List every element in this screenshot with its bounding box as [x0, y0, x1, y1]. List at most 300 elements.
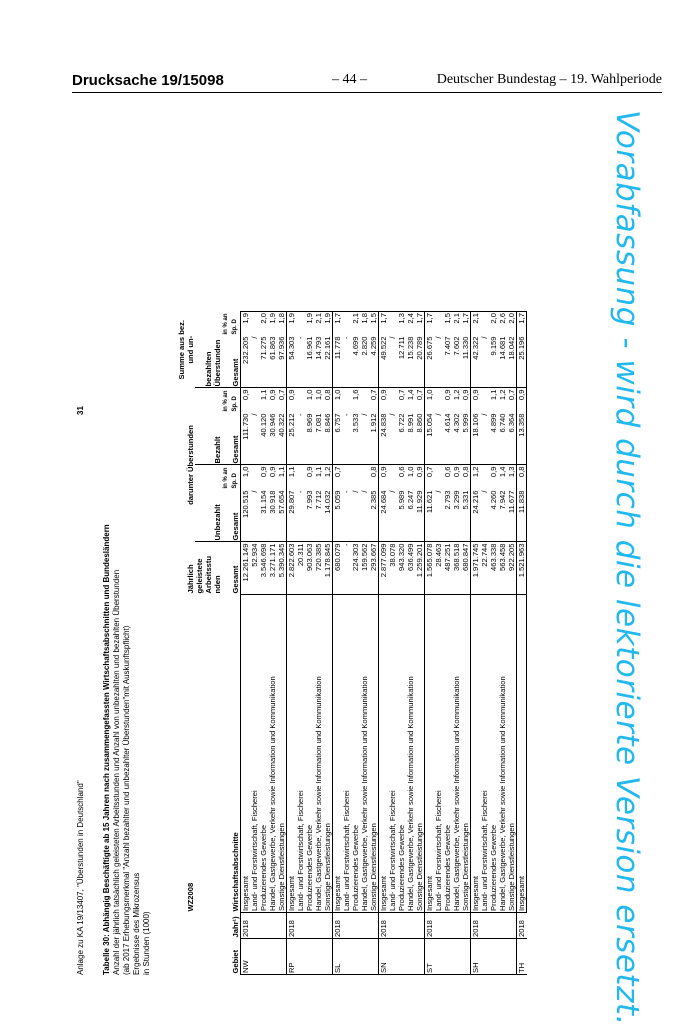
header-darunter: darunter Überstunden [186, 425, 195, 505]
cell-bezahlt-pct: 0,7 [397, 388, 406, 413]
cell-summe: - [296, 336, 305, 340]
cell-geleistete: 487.251 [443, 542, 452, 595]
cell-summe: 11.330 [461, 336, 471, 389]
cell-summe-pct: 1,5 [443, 312, 452, 336]
cell-unbezahlt-pct [360, 465, 369, 490]
cell-wirtschaftsabschnitt: Handel, Gastgewerbe, Verkehr sowie Information und Kommunikation [452, 595, 461, 913]
cell-bezahlt: 1.912 [369, 413, 379, 466]
cell-unbezahlt-pct: 1,3 [507, 465, 517, 490]
header-jaehrlich: Jährlich [186, 564, 195, 594]
table-row [259, 312, 268, 975]
cell-bezahlt-pct: 0,9 [379, 388, 389, 413]
cell-bezahlt-pct: 1,1 [489, 388, 498, 413]
cell-summe: - [342, 336, 351, 340]
cell-bezahlt: 13.358 [517, 413, 527, 466]
cell-bezahlt-pct: 0,7 [369, 388, 379, 413]
cell-unbezahlt: 31.154 [259, 490, 268, 514]
cell-wirtschaftsabschnitt: Insgesamt [425, 595, 435, 913]
cell-summe-pct [250, 312, 259, 336]
cell-bezahlt: 40.322 [277, 413, 287, 466]
cell-bezahlt: 4.614 [443, 413, 452, 433]
cell-unbezahlt: 57.654 [277, 490, 287, 543]
cell-geleistete: 680.079 [333, 542, 343, 595]
cell-geleistete: 28.463 [434, 542, 443, 595]
cell-unbezahlt: / [388, 490, 397, 493]
table-row [406, 312, 415, 975]
cell-wirtschaftsabschnitt: Insgesamt [241, 595, 251, 913]
cell-geleistete: 1.259.201 [415, 542, 425, 595]
cell-unbezahlt: 3.299 [452, 490, 461, 510]
cell-bezahlt: / [434, 413, 443, 416]
cell-unbezahlt: 11.838 [517, 490, 527, 543]
cell-wirtschaftsabschnitt: Land- und Forstwirtschaft, Fischerei [434, 595, 443, 913]
cell-unbezahlt: 7.993 [305, 490, 314, 510]
cell-geleistete: 720.385 [314, 542, 323, 595]
cell-unbezahlt-pct: 1,1 [277, 465, 287, 490]
cell-bezahlt: 4.899 [489, 413, 498, 433]
cell-summe: 232.205 [241, 336, 251, 389]
cell-wirtschaftsabschnitt: Handel, Gastgewerbe, Verkehr sowie Information und Kommunikation [498, 595, 507, 913]
cell-summe-pct: 1,9 [305, 312, 314, 336]
table-row [360, 312, 369, 975]
table-row [369, 312, 379, 975]
cell-summe: 12.711 [397, 336, 406, 360]
table-row [241, 312, 251, 975]
cell-unbezahlt: 5.989 [397, 490, 406, 510]
cell-geleistete: 20.311 [296, 542, 305, 595]
publication-title: Deutscher Bundestag – 19. Wahlperiode [436, 72, 662, 87]
cell-summe: 4.699 [351, 336, 360, 356]
cell-wirtschaftsabschnitt: Land- und Forstwirtschaft, Fischerei [296, 595, 305, 913]
cell-wirtschaftsabschnitt: Insgesamt [379, 595, 389, 913]
cell-unbezahlt-pct: 0,9 [489, 465, 498, 490]
header-bezahlt: Bezahlt [195, 388, 222, 465]
cell-geleistete: 636.499 [406, 542, 415, 595]
cell-wirtschaftsabschnitt: Produzierendes Gewerbe [489, 595, 498, 913]
cell-bezahlt-pct: 1,4 [406, 388, 415, 413]
rotated-annex-page [72, 95, 652, 975]
cell-summe: 22.161 [323, 336, 333, 389]
cell-bezahlt-pct [388, 388, 397, 413]
cell-wirtschaftsabschnitt: Sonstige Dienstleistungen [323, 595, 333, 913]
cell-summe: 14.681 [498, 336, 507, 360]
cell-gebiet: RP [287, 939, 333, 975]
cell-wirtschaftsabschnitt: Insgesamt [287, 595, 297, 913]
cell-jahr: 2018 [471, 913, 517, 939]
cell-summe: 14.793 [314, 336, 323, 360]
cell-geleistete: 368.518 [452, 542, 461, 595]
cell-jahr: 2018 [379, 913, 425, 939]
cell-unbezahlt: 29.807 [287, 490, 297, 543]
cell-bezahlt: / [480, 413, 489, 416]
cell-bezahlt-pct: 0,7 [415, 388, 425, 413]
cell-geleistete: 12.261.149 [241, 542, 251, 595]
cell-unbezahlt: 11.929 [415, 490, 425, 543]
table-row [461, 312, 471, 975]
cell-bezahlt-pct: 1,2 [498, 388, 507, 413]
cell-bezahlt: 7.081 [314, 413, 323, 433]
cell-unbezahlt-pct: 0,8 [461, 465, 471, 490]
cell-summe-pct [480, 312, 489, 336]
header-gesamt: Gesamt [222, 490, 241, 543]
cell-unbezahlt-pct [342, 465, 351, 490]
table-title: Tabelle 30: Abhängig Beschäftigte ab 15 Jahren nach zusammengefassten Wirtschaftsabschnitten und Bundesländern [102, 524, 111, 975]
table-row [351, 312, 360, 975]
cell-unbezahlt-pct: 1,1 [314, 465, 323, 490]
cell-summe: 18.042 [507, 336, 517, 389]
cell-bezahlt: 8.860 [415, 413, 425, 466]
cell-summe: 11.778 [333, 336, 343, 389]
cell-bezahlt-pct [480, 388, 489, 413]
cell-unbezahlt: 7.942 [498, 490, 507, 510]
cell-unbezahlt: 14.032 [323, 490, 333, 543]
cell-summe-pct: 1,8 [360, 312, 369, 336]
cell-summe: / [434, 336, 443, 339]
cell-bezahlt-pct [342, 388, 351, 413]
cell-bezahlt-pct: 1,0 [333, 388, 343, 413]
cell-summe: 20.789 [415, 336, 425, 389]
cell-summe-pct: 1,9 [241, 312, 251, 336]
cell-summe-pct: 2,1 [314, 312, 323, 336]
cell-unbezahlt: - [296, 490, 305, 494]
cell-bezahlt: / [250, 413, 259, 416]
cell-unbezahlt-pct [434, 465, 443, 490]
table-row [471, 312, 481, 975]
cell-unbezahlt-pct: 0,6 [443, 465, 452, 490]
cell-wirtschaftsabschnitt: Produzierendes Gewerbe [305, 595, 314, 913]
cell-unbezahlt-pct: 0,9 [415, 465, 425, 490]
cell-bezahlt-pct: 0,9 [287, 388, 297, 413]
cell-geleistete: 5.390.345 [277, 542, 287, 595]
cell-unbezahlt: / [480, 490, 489, 493]
cell-summe-pct: 2,1 [471, 312, 481, 336]
cell-wirtschaftsabschnitt: Produzierendes Gewerbe [443, 595, 452, 913]
header-rule [72, 92, 662, 93]
cell-summe-pct: 1,9 [268, 312, 277, 336]
cell-geleistete: 680.847 [461, 542, 471, 595]
cell-unbezahlt: 11.621 [425, 490, 435, 543]
header-bez-ueberstunden: bezahlten Überstunden [195, 312, 222, 389]
cell-geleistete: - [342, 542, 351, 595]
draft-watermark: Vorabfassung - wird durch die lektorierte Version ersetzt. [609, 110, 645, 1026]
cell-bezahlt-pct: 1,1 [259, 388, 268, 413]
cell-unbezahlt-pct: 0,8 [517, 465, 527, 490]
cell-bezahlt-pct: 0,9 [517, 388, 527, 413]
cell-summe-pct: 2,6 [498, 312, 507, 336]
cell-summe-pct: 2,0 [259, 312, 268, 336]
cell-summe: 4.259 [369, 336, 379, 389]
cell-wirtschaftsabschnitt: Insgesamt [471, 595, 481, 913]
cell-bezahlt: 6.364 [507, 413, 517, 466]
cell-unbezahlt: / [250, 490, 259, 493]
table-row [434, 312, 443, 975]
table-row [489, 312, 498, 975]
cell-bezahlt-pct [360, 388, 369, 413]
cell-gebiet: SL [333, 939, 379, 975]
cell-bezahlt-pct [250, 388, 259, 413]
header-pct: in % an Sp. D [222, 312, 241, 336]
cell-jahr: 2018 [333, 913, 379, 939]
cell-summe-pct: 1,7 [461, 312, 471, 336]
header-gesamt: Gesamt [222, 413, 241, 466]
document-number: Drucksache 19/15098 [72, 72, 224, 89]
cell-unbezahlt: / [351, 490, 360, 493]
cell-unbezahlt-pct [480, 465, 489, 490]
cell-unbezahlt: / [434, 490, 443, 493]
header-gebiet: Gebiet [231, 949, 240, 974]
cell-geleistete: 38.078 [388, 542, 397, 595]
cell-summe-pct: 2,4 [406, 312, 415, 336]
cell-bezahlt: 8.969 [305, 413, 314, 433]
cell-bezahlt: 8.846 [323, 413, 333, 466]
cell-unbezahlt-pct: 0,8 [369, 465, 379, 490]
cell-unbezahlt-pct: 0,9 [268, 465, 277, 490]
cell-geleistete: 943.320 [397, 542, 406, 595]
cell-geleistete: 293.667 [369, 542, 379, 595]
cell-bezahlt: 5.999 [461, 413, 471, 466]
header-unbezahlt: Unbezahlt [195, 465, 222, 542]
cell-summe: / [250, 336, 259, 339]
cell-wirtschaftsabschnitt: Sonstige Dienstleistungen [415, 595, 425, 913]
cell-summe: 7.407 [443, 336, 452, 356]
cell-summe-pct: 2,0 [507, 312, 517, 336]
cell-unbezahlt: 11.677 [507, 490, 517, 543]
annex-reference: Anlage zu KA 19/13407, "Überstunden in Deutschland" [76, 780, 85, 975]
cell-unbezahlt-pct [388, 465, 397, 490]
cell-bezahlt: - [342, 413, 351, 417]
cell-geleistete: 463.338 [489, 542, 498, 595]
cell-bezahlt: 25.212 [287, 413, 297, 466]
cell-bezahlt-pct [434, 388, 443, 413]
cell-geleistete: 922.205 [507, 542, 517, 595]
cell-summe-pct: 1,7 [517, 312, 527, 336]
table-row [425, 312, 435, 975]
cell-geleistete: 2.877.099 [379, 542, 389, 595]
cell-wirtschaftsabschnitt: Sonstige Dienstleistungen [277, 595, 287, 913]
cell-unbezahlt-pct: 0,9 [452, 465, 461, 490]
table-row [498, 312, 507, 975]
caption-line: (ab 2017 Erhebungsmerkmal "Anzahl bezahlter und unbezahlter Überstunden"mit Auskunftspflicht) [122, 625, 131, 975]
cell-wirtschaftsabschnitt: Sonstige Dienstleistungen [461, 595, 471, 913]
cell-gebiet: SN [379, 939, 425, 975]
table-row [314, 312, 323, 975]
cell-summe: 42.322 [471, 336, 481, 389]
cell-wirtschaftsabschnitt: Land- und Forstwirtschaft, Fischerei [342, 595, 351, 913]
header-pct: in % an Sp. D [222, 388, 241, 413]
table-row [277, 312, 287, 975]
cell-bezahlt: 18.106 [471, 413, 481, 466]
cell-unbezahlt: 24.684 [379, 490, 389, 543]
cell-geleistete: 159.562 [360, 542, 369, 595]
cell-summe-pct: 2,1 [351, 312, 360, 336]
table-row [250, 312, 259, 975]
cell-bezahlt-pct: 1,6 [351, 388, 360, 413]
cell-unbezahlt-pct: 0,6 [397, 465, 406, 490]
table-row [323, 312, 333, 975]
cell-bezahlt-pct [296, 388, 305, 413]
table-row [397, 312, 406, 975]
cell-bezahlt: / [360, 413, 369, 416]
annex-page-number: 31 [76, 406, 85, 415]
cell-summe-pct [434, 312, 443, 336]
cell-summe-pct: 1,7 [425, 312, 435, 336]
cell-summe: 15.238 [406, 336, 415, 360]
cell-geleistete: 1.971.745 [471, 542, 481, 595]
cell-summe: 49.522 [379, 336, 389, 389]
cell-wirtschaftsabschnitt: Land- und Forstwirtschaft, Fischerei [250, 595, 259, 913]
cell-unbezahlt: 2.793 [443, 490, 452, 510]
cell-wirtschaftsabschnitt: Produzierendes Gewerbe [351, 595, 360, 913]
cell-summe-pct [296, 312, 305, 336]
table-row [507, 312, 517, 975]
cell-summe-pct: 1,3 [397, 312, 406, 336]
header-gesamt: Gesamt [222, 336, 241, 389]
cell-geleistete: 1.521.963 [517, 542, 527, 595]
cell-geleistete: 2.822.603 [287, 542, 297, 595]
cell-geleistete: 1.565.078 [425, 542, 435, 595]
header-summe: Summe aus bez. und un- [177, 320, 195, 380]
cell-bezahlt-pct: 0,7 [507, 388, 517, 413]
cell-summe: 16.961 [305, 336, 314, 360]
table-row [287, 312, 297, 975]
caption-line: Anzahl der jährlich tatsächlich geleisteten Arbeitsstunden und Anzahl von unbezahlten und bezahlten Überstunden [112, 569, 121, 975]
cell-geleistete: 3.546.698 [259, 542, 268, 595]
cell-summe-pct: 1,5 [369, 312, 379, 336]
cell-summe-pct: 1,7 [415, 312, 425, 336]
table-body [241, 312, 527, 975]
cell-unbezahlt-pct: 1,2 [471, 465, 481, 490]
cell-bezahlt-pct: 0,9 [461, 388, 471, 413]
table-row [452, 312, 461, 975]
cell-unbezahlt-pct: 1,4 [498, 465, 507, 490]
cell-bezahlt: 24.838 [379, 413, 389, 466]
table-row [379, 312, 389, 975]
cell-unbezahlt: 4.260 [489, 490, 498, 510]
cell-bezahlt-pct: 1,2 [452, 388, 461, 413]
cell-bezahlt: 30.946 [268, 413, 277, 437]
cell-wirtschaftsabschnitt: Land- und Forstwirtschaft, Fischerei [388, 595, 397, 913]
cell-gebiet: SH [471, 939, 517, 975]
cell-unbezahlt: 5.059 [333, 490, 343, 543]
cell-unbezahlt: / [360, 490, 369, 493]
cell-wirtschaftsabschnitt: Handel, Gastgewerbe, Verkehr sowie Information und Kommunikation [314, 595, 323, 913]
cell-summe: / [388, 336, 397, 339]
overtime-table [177, 311, 527, 975]
cell-jahr: 2018 [517, 913, 527, 939]
caption-line: Ergebnisse des Mikrozensus [132, 872, 141, 975]
cell-wirtschaftsabschnitt: Land- und Forstwirtschaft, Fischerei [480, 595, 489, 913]
cell-wirtschaftsabschnitt: Sonstige Dienstleistungen [369, 595, 379, 913]
page-marker: – 44 – [332, 72, 367, 87]
cell-bezahlt-pct: 0,9 [443, 388, 452, 413]
cell-summe-pct: 2,0 [489, 312, 498, 336]
cell-unbezahlt-pct: 0,9 [379, 465, 389, 490]
cell-wirtschaftsabschnitt: Produzierendes Gewerbe [259, 595, 268, 913]
cell-wirtschaftsabschnitt: Insgesamt [333, 595, 343, 913]
cell-gebiet: ST [425, 939, 471, 975]
table-row [388, 312, 397, 975]
cell-summe-pct: 1,8 [277, 312, 287, 336]
header-geleistete: geleistete Arbeitsstu nden [195, 555, 222, 594]
cell-unbezahlt: - [342, 490, 351, 494]
cell-wirtschaftsabschnitt: Handel, Gastgewerbe, Verkehr sowie Information und Kommunikation [406, 595, 415, 913]
header-wirtschaftsabschnitte: Wirtschaftsabschnitte [222, 595, 241, 913]
cell-wirtschaftsabschnitt: Handel, Gastgewerbe, Verkehr sowie Information und Kommunikation [360, 595, 369, 913]
cell-geleistete: 1.178.845 [323, 542, 333, 595]
cell-geleistete: 903.063 [305, 542, 314, 595]
cell-unbezahlt-pct [250, 465, 259, 490]
caption-line: in Stunden (1000) [142, 911, 151, 975]
cell-geleistete: 563.458 [498, 542, 507, 595]
cell-unbezahlt-pct: 0,9 [259, 465, 268, 490]
cell-summe-pct: 1,7 [333, 312, 343, 336]
table-row [443, 312, 452, 975]
cell-unbezahlt-pct: 0,7 [425, 465, 435, 490]
cell-unbezahlt-pct: 1,2 [323, 465, 333, 490]
cell-geleistete: 22.744 [480, 542, 489, 595]
header-gesamt: Gesamt [222, 542, 241, 595]
cell-jahr: 2018 [425, 913, 471, 939]
header-jahr: Jahr¹) [231, 916, 240, 938]
cell-geleistete: 52.934 [250, 542, 259, 595]
cell-summe: 71.275 [259, 336, 268, 360]
cell-bezahlt-pct: 0,8 [323, 388, 333, 413]
cell-wirtschaftsabschnitt: Sonstige Dienstleistungen [507, 595, 517, 913]
cell-bezahlt: 8.991 [406, 413, 415, 433]
cell-jahr: 2018 [287, 913, 333, 939]
cell-summe-pct: 1,9 [323, 312, 333, 336]
table-row [480, 312, 489, 975]
cell-unbezahlt-pct: 1,1 [287, 465, 297, 490]
cell-wirtschaftsabschnitt: Produzierendes Gewerbe [397, 595, 406, 913]
table-row [517, 312, 527, 975]
cell-summe: / [480, 336, 489, 339]
cell-unbezahlt-pct: 0,9 [305, 465, 314, 490]
cell-summe: 7.602 [452, 336, 461, 356]
cell-geleistete: 3.271.171 [268, 542, 277, 595]
table-row [333, 312, 343, 975]
cell-gebiet: TH [517, 939, 527, 975]
cell-summe: 2.820 [360, 336, 369, 356]
cell-bezahlt-pct: 1,0 [314, 388, 323, 413]
table-row [342, 312, 351, 975]
cell-bezahlt: - [296, 413, 305, 417]
cell-wirtschaftsabschnitt: Handel, Gastgewerbe, Verkehr sowie Information und Kommunikation [268, 595, 277, 913]
cell-bezahlt: 3.533 [351, 413, 360, 433]
cell-summe-pct [388, 312, 397, 336]
cell-bezahlt-pct: 1,0 [305, 388, 314, 413]
table-row [305, 312, 314, 975]
cell-jahr: 2018 [241, 913, 287, 939]
cell-bezahlt-pct: 0,9 [471, 388, 481, 413]
cell-bezahlt: 111.730 [241, 413, 251, 466]
cell-unbezahlt: 24.216 [471, 490, 481, 543]
table-caption [102, 524, 152, 975]
cell-summe: 97.936 [277, 336, 287, 389]
header-wz2008: WZ2008 [186, 882, 195, 912]
cell-unbezahlt: 2.385 [369, 490, 379, 543]
cell-unbezahlt: 7.712 [314, 490, 323, 510]
cell-unbezahlt-pct [296, 465, 305, 490]
cell-wirtschaftsabschnitt: Insgesamt [517, 595, 527, 913]
cell-gebiet: NW [241, 939, 287, 975]
cell-summe: 54.303 [287, 336, 297, 389]
cell-summe: 26.675 [425, 336, 435, 389]
cell-unbezahlt: 6.247 [406, 490, 415, 510]
cell-summe-pct: 1,9 [287, 312, 297, 336]
header-pct: in % an Sp. D [222, 465, 241, 490]
table-row [296, 312, 305, 975]
